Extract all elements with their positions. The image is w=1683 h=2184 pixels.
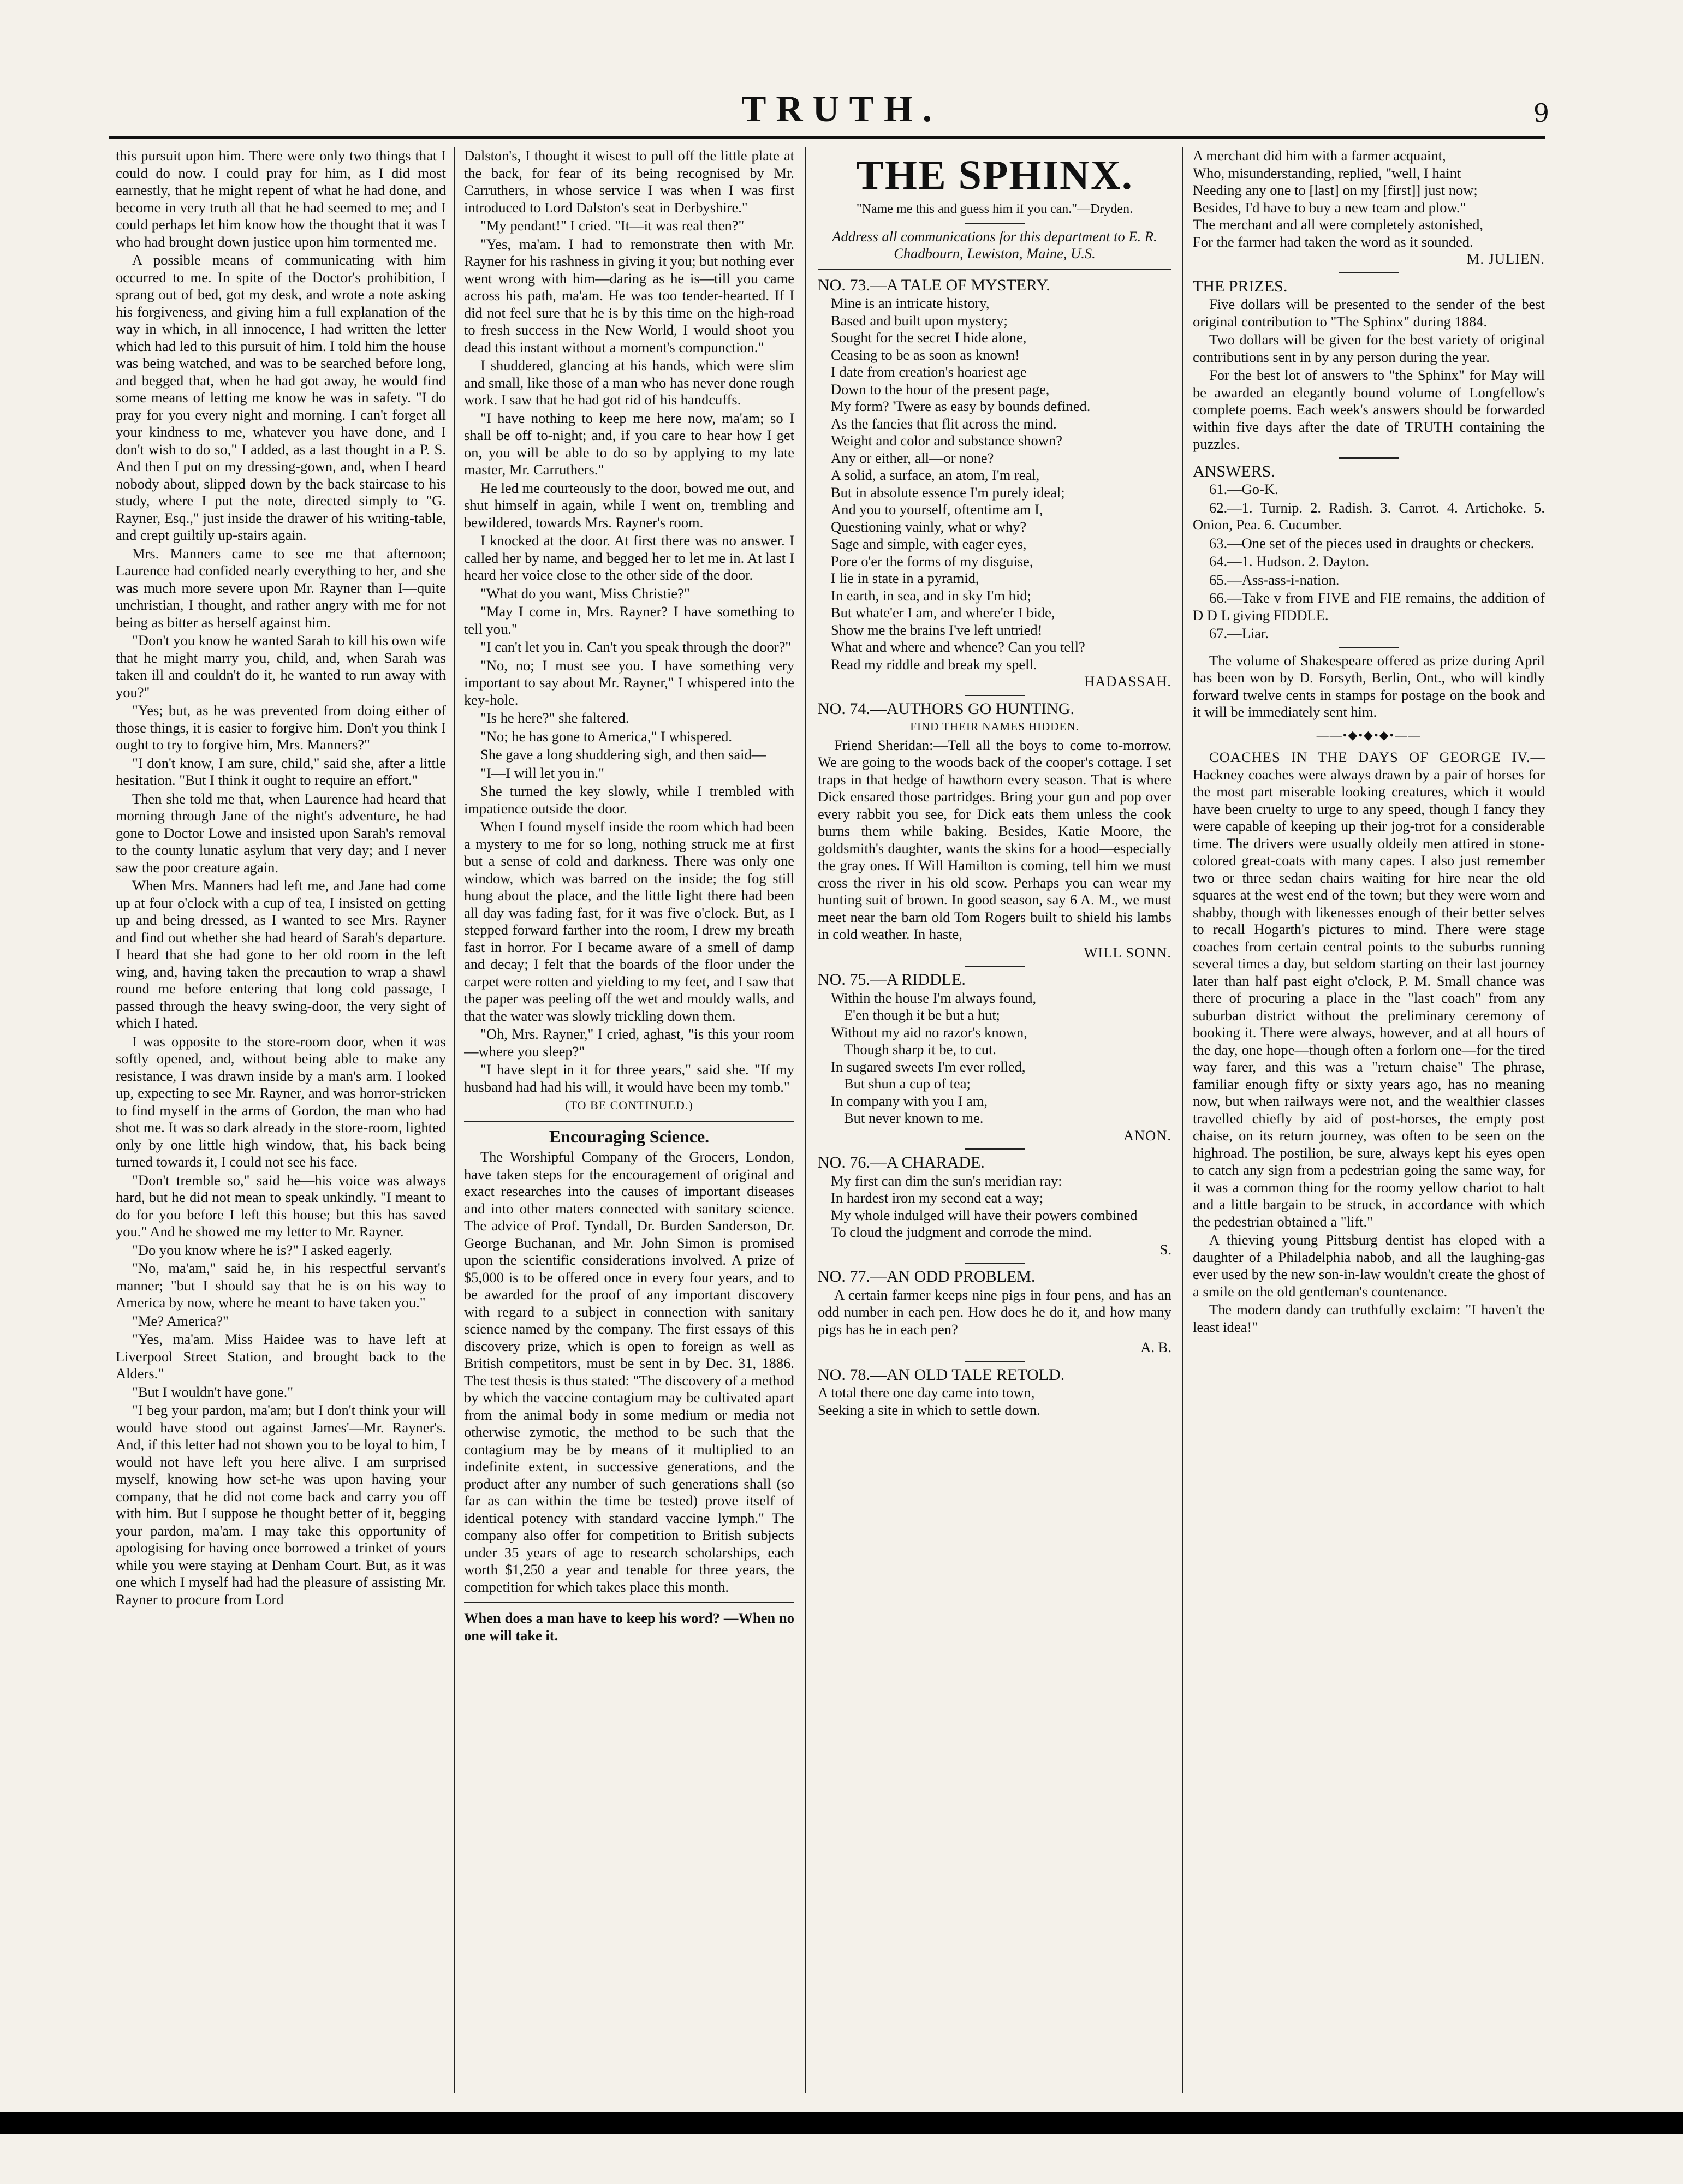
verse-line: A merchant did him with a farmer acquaint,	[1193, 147, 1446, 164]
divider	[1339, 272, 1399, 273]
paragraph: "Don't tremble so," said he—his voice was always hard, but he did not mean to speak unkindly. "I meant to do for you before I left this house; but this has saved you." And he showed me my letter to Mr. Rayner.	[116, 1171, 446, 1240]
column-2	[464, 147, 794, 2091]
verse-line: But shun a cup of tea;	[844, 1075, 971, 1092]
puzzle-author: S.	[1159, 1241, 1171, 1258]
divider	[965, 223, 1025, 224]
puzzle-author: A. B.	[1140, 1339, 1171, 1355]
verse-line: In earth, in sea, and in sky I'm hid;	[831, 587, 1031, 604]
joke: When does a man have to keep his word? —When no one will take it.	[464, 1610, 794, 1644]
paragraph: For the best lot of answers to "the Sphinx" for May will be awarded an elegantly bound volume of Longfellow's complete poems. Each week's answers should be forwarded within five days after the date of TRUTH containing the puzzles.	[1193, 367, 1545, 452]
verse-line: Without my aid no razor's known,	[831, 1023, 1027, 1040]
verse-line: Besides, I'd have to buy a new team and plow."	[1193, 199, 1466, 216]
column-4	[1193, 147, 1545, 2091]
verse-line: In sugared sweets I'm ever rolled,	[831, 1058, 1026, 1075]
paragraph: "I have nothing to keep me here now, ma'am; so I shall be off to-night; and, if you care to hear how I get on, you will be able to do so by applying to my late master, Mr. Carruthers."	[464, 409, 794, 478]
paragraph: Dalston's, I thought it wisest to pull off the little plate at the back, for fear of its being recognised by Mr. Carruthers, in whose service I was when I was first introduced to Lord Dalston's seat in Derbyshire."	[464, 147, 794, 216]
verse-line: My whole indulged will have their powers combined	[831, 1206, 1138, 1223]
divider	[965, 695, 1025, 696]
section-rule	[464, 1602, 794, 1603]
column-1	[116, 147, 446, 2091]
verse-line: Needing any one to [last] on my [first]] just now;	[1193, 182, 1478, 198]
paragraph: Then she told me that, when Laurence had heard that morning through Jane of the night's adventure, he had gone to Doctor Lowe and insisted upon Sarah's removal to the county lunatic asylum that very day; and I never saw the poor creature again.	[116, 790, 446, 876]
verse-line: A solid, a surface, an atom, I'm real,	[831, 467, 1040, 483]
paragraph: Mrs. Manners came to see me that afternoon; Laurence had confided nearly everything to her, and she was much more severe upon Mr. Rayner than I—quite unchristian, I thought, and rather angry with me for not being as bitter as herself against him.	[116, 545, 446, 630]
section-rule	[818, 269, 1171, 270]
paragraph: "No, ma'am," said he, in his respectful servant's manner; "but I should say that he is on his way to America by now, where he meant to have taken you."	[116, 1260, 446, 1311]
paragraph: "Yes, ma'am. I had to remonstrate then with Mr. Rayner for his rashness in giving it you; but nothing ever went wrong with him—daring as he is—till you came across his path, ma'am. He was too tender-hearted. If I did not feel sure that he is by this time on the high-road to fresh success in the New World, I would shoot you dead this instant without a moment's compunction."	[464, 235, 794, 355]
verse-line: Pore o'er the forms of my disguise,	[831, 552, 1033, 569]
verse-line: Based and built upon mystery;	[831, 312, 1008, 329]
column-3	[818, 147, 1171, 2091]
answer-item: 64.—1. Hudson. 2. Dayton.	[1209, 553, 1369, 569]
divider	[965, 1148, 1025, 1150]
puzzle-heading: NO. 74.—AUTHORS GO HUNTING.	[818, 699, 1074, 718]
paragraph: "Oh, Mrs. Rayner," I cried, aghast, "is this your room—where you sleep?"	[464, 1026, 794, 1060]
puzzle-author: HADASSAH.	[1084, 673, 1171, 689]
verse-line: Down to the hour of the present page,	[831, 380, 1050, 397]
paragraph: A certain farmer keeps nine pigs in four pens, and has an odd number in each pen. How does he do it, and how many pigs has he in each pen?	[818, 1286, 1171, 1337]
paragraph: "Don't you know he wanted Sarah to kill his own wife that he might marry you, child, and, when Sarah was taken ill and couldn't do it, he wanted to run away with you?"	[116, 632, 446, 700]
answer-item: 61.—Go-K.	[1209, 481, 1278, 497]
answer-item: 63.—One set of the pieces used in draughts or checkers.	[1209, 534, 1535, 551]
verse-line: What and where and whence? Can you tell?	[831, 639, 1085, 655]
article-text: —Hackney coaches were always drawn by a pair of horses for the most part miserable looking creatures, which it would have been cruelty to urge to any speed, though I fancy they were capable of keeping up their jog-trot for a considerable time. The drivers were usually oldeily men attired in stone-colored great-coats with many capes. I also just remember two or three sedan chairs waiting for hire near the old squares at the west end of the town; but they were worn and shabby, though with likenesses enough of their better selves to recall Hogarth's pictures to mind. There were stage coaches from certain central points to the suburbs running several times a day, but seldom starting on their last journey later than half past eight o'clock, P. M. Small chance was there of procuring a place in the "last coach" from any suburban district without the preliminary ceremony of booking it. There were always, however, and at all hours of the day, one hope—though often a forlorn one—for the tired way farer, and this was a "return chaise" The phrase, familiar enough fifty or sixty years ago, has no meaning now, but when railways were not, and the wealthier classes travelled chiefly by aid of post-horses, the empty post chaise, on its return journey, was often to be seen on the highroad. The postilion, be sure, always kept his eyes open to catch any sign from a pedestrian going the same way, for it was a common thing for the roomy yellow chariot to halt and a little bargain to be struck, in accordance with which the pedestrian obtained a "lift."	[1193, 749, 1545, 1230]
paragraph: "Yes, ma'am. Miss Haidee was to have left at Liverpool Street Station, and brought back to the Alders."	[116, 1331, 446, 1382]
paragraph: The Worshipful Company of the Grocers, London, have taken steps for the encouragement of original and exact researches into the causes of important diseases and into other maters connected with sanitary science. The advice of Prof. Tyndall, Dr. Burden Sanderson, Dr. George Buchanan, and Mr. John Simon is promised upon the scientific considerations involved. A prize of $5,000 is to be offered once in every four years, and to be awarded for the proof of any important discovery with regard to a subject in connection with sanitary science named by the company. The first essays of this discovery prize, which is open to foreign as well as British competitors, must be sent in by Dec. 31, 1886. The test thesis is thus stated: "The discovery of a method by which the vaccine contagium may be cultivated apart from the animal body in some medium or media not otherwise zymotic, the method to be such that the contagium may be by means of it multiplied to an indefinite extent, in successive generations, and the product after any number of such generations shall (so far as can within the time be tested) prove itself of identical potency with standard vaccine lymph." The company also offer for competition to British subjects under 35 years of age to research scholarships, each worth $1,250 a year and tenable for three years, the competition for which takes place this month.	[464, 1148, 794, 1595]
puzzle-author: ANON.	[1123, 1127, 1171, 1144]
puzzle-heading: NO. 78.—AN OLD TALE RETOLD.	[818, 1365, 1065, 1384]
paragraph: "No, no; I must see you. I have something very important to say about Mr. Rayner," I whispered into the key-hole.	[464, 657, 794, 708]
section-rule	[464, 1121, 794, 1122]
verse-line: Sage and simple, with eager eyes,	[831, 535, 1027, 552]
verse-line: Mine is an intricate history,	[831, 295, 990, 311]
verse-line: I lie in state in a pyramid,	[831, 570, 979, 586]
verse-line: But in absolute essence I'm purely ideal;	[831, 484, 1065, 501]
paragraph: "May I come in, Mrs. Rayner? I have something to tell you."	[464, 603, 794, 637]
verse-line: A total there one day came into town,	[818, 1384, 1035, 1401]
paragraph: "But I wouldn't have gone."	[132, 1383, 294, 1400]
puzzle-subheading: FIND THEIR NAMES HIDDEN.	[910, 720, 1079, 733]
verse-line: I date from creation's hoariest age	[831, 364, 1027, 380]
verse-line: The merchant and all were completely astonished,	[1193, 216, 1484, 233]
paragraph: Five dollars will be presented to the sender of the best original contribution to "The Sphinx" during 1884.	[1193, 296, 1545, 330]
puzzle-author: M. JULIEN.	[1466, 251, 1545, 267]
verse-line: E'en though it be but a hut;	[844, 1007, 1000, 1023]
paragraph: "Is he here?" she faltered.	[480, 710, 629, 726]
verse-line: Questioning vainly, what or why?	[831, 518, 1027, 535]
answer-item: 65.—Ass-ass-i-nation.	[1209, 571, 1340, 588]
puzzle-heading: NO. 73.—A TALE OF MYSTERY.	[818, 276, 1050, 294]
to-be-continued: (TO BE CONTINUED.)	[565, 1098, 693, 1112]
article-title: COACHES IN THE DAYS OF GEORGE IV.	[1209, 749, 1531, 765]
paragraph: Friend Sheridan:—Tell all the boys to come to-morrow. We are going to the woods back of the cooper's cottage. I set traps in that hedge of hawthorn every season. That is where Dick ensared those partridges. Bring your gun and pop over every rabbit you see, for Dick eats them unless the cook burns them while baking. Besides, Katie Moore, the goldsmith's daughter, wants the skins for a hood—especially the gray ones. If Will Hamilton is coming, tell him we must cross the river in his old scow. Perhaps you can wear my hunting suit of brown. In good season, say 6 A. M., we must meet near the barn old Tom Rogers built to shield his lambs in cold weather. In haste,	[818, 736, 1171, 942]
paragraph: He led me courteously to the door, bowed me out, and shut himself in again, while I went on, trembling and bewildered, towards Mrs. Rayner's room.	[464, 479, 794, 531]
puzzle-verse	[818, 990, 1171, 1127]
puzzle-verse	[818, 1384, 1171, 1419]
paragraph: When I found myself inside the room which had been a mystery to me for so long, nothing struck me at first but a sense of cold and darkness. There was only one window, which was barred on the inside; the fog still hung about the place, and the little light there had been all day was fading fast, for it was five o'clock. But, as I stepped forward farther into the room, I drew my breath fast in horror. For I became aware of a smell of damp and decay; I felt that the boards of the floor under the carpet were rotten and yielding to my feet, and I saw that the paper was peeling off the wet and mouldy walls, and that the water was slowly trickling down them.	[464, 818, 794, 1024]
paragraph	[1193, 749, 1545, 1230]
bottom-border	[0, 2112, 1683, 2134]
ornament-divider: ——•◆•◆•◆•——	[1316, 728, 1422, 742]
article-heading: Encouraging Science.	[549, 1126, 710, 1146]
verse-line: Though sharp it be, to cut.	[844, 1041, 996, 1057]
answer-item: 67.—Liar.	[1209, 625, 1269, 641]
section-heading: ANSWERS.	[1193, 462, 1275, 480]
puzzle-heading: NO. 76.—A CHARADE.	[818, 1153, 985, 1171]
verse-line: For the farmer had taken the word as it sounded.	[1193, 233, 1473, 250]
verse-line: Who, misunderstanding, replied, "well, I haint	[1193, 164, 1461, 181]
puzzle-verse	[818, 1173, 1171, 1241]
paragraph: The volume of Shakespeare offered as prize during April has been won by D. Forsyth, Berlin, Ont., who will kindly forward twelve cents in stamps for postage on the book and it will be immediately sent him.	[1193, 652, 1545, 720]
column-divider	[1182, 147, 1183, 2093]
divider	[965, 966, 1025, 967]
verse-line: And you to yourself, oftentime am I,	[831, 501, 1043, 517]
paragraph: A thieving young Pittsburg dentist has eloped with a daughter of a Philadelphia nabob, and all the laughing-gas ever used by the new son-in-law wouldn't create the ghost of a smile on the old gentleman's countenance.	[1193, 1231, 1545, 1300]
puzzle-author: WILL SONN.	[1084, 944, 1171, 961]
paragraph: I was opposite to the store-room door, when it was softly opened, and, without being able to make any resistance, I was drawn inside by a man's arm. I looked up, expecting to see Mr. Rayner, and was horror-stricken to find myself in the arms of Gordon, the man who had shot me. It was so dark already in the store-room, lighted only by one little high window, that, his back being turned towards it, I could not see his face.	[116, 1033, 446, 1170]
verse-line: Sought for the secret I hide alone,	[831, 329, 1027, 346]
paragraph: "No; he has gone to America," I whispered.	[480, 728, 732, 745]
paragraph: "My pendant!" I cried. "It—it was real then?"	[480, 217, 745, 234]
paragraph: "I can't let you in. Can't you speak through the door?"	[480, 639, 792, 655]
paragraph: "Me? America?"	[132, 1312, 229, 1329]
sphinx-motto: "Name me this and guess him if you can."—Dryden.	[856, 202, 1133, 216]
header-rule	[109, 136, 1545, 139]
verse-line: Show me the brains I've left untried!	[831, 621, 1043, 638]
divider	[1339, 457, 1399, 459]
verse-line: My form? 'Twere as easy by bounds defined.	[831, 398, 1091, 414]
paragraph: I shuddered, glancing at his hands, which were slim and small, like those of a man who has never done rough work. I saw that he had got rid of his handcuffs.	[464, 357, 794, 408]
puzzle-heading: NO. 77.—AN ODD PROBLEM.	[818, 1267, 1036, 1286]
verse-line: Weight and color and substance shown?	[831, 432, 1062, 449]
verse-line: In hardest iron my second eat a way;	[831, 1189, 1044, 1206]
divider	[1339, 647, 1399, 648]
paragraph: "Yes; but, as he was prevented from doing either of those things, it is easier to forgive him. Don't you think I ought to try to forgive him, Mrs. Manners?"	[116, 702, 446, 753]
verse-line: But never known to me.	[844, 1110, 984, 1126]
sphinx-title: THE SPHINX.	[856, 152, 1133, 198]
puzzle-heading: NO. 75.—A RIDDLE.	[818, 971, 966, 989]
puzzle-verse	[1193, 147, 1545, 251]
paragraph: "Do you know where he is?" I asked eagerly.	[132, 1241, 392, 1258]
paragraph: The modern dandy can truthfully exclaim: "I haven't the least idea!"	[1193, 1301, 1545, 1335]
section-heading: THE PRIZES.	[1193, 277, 1288, 295]
paragraph: "I beg your pardon, ma'am; but I don't think your will would have stood out against James'—Mr. Rayner's. And, if this letter had not shown you to be loyal to him, I would not have left you here alive. I am surprised myself, knowing how set-he was upon having your company, that he did not come back and carry you off with him. But I suppose he thought better of it, begging your pardon, ma'am. I may take this opportunity of apologising for having once borrowed a trinket of yours while you were staying at Denham Court. But, as it was one which I myself had had the pleasure of assisting Mr. Rayner to procure from Lord	[116, 1402, 446, 1608]
column-divider	[454, 147, 455, 2093]
verse-line: To cloud the judgment and corrode the mind.	[831, 1224, 1092, 1240]
paragraph: "I have slept in it for three years," said she. "If my husband had had his will, it would have been my tomb."	[464, 1061, 794, 1095]
paragraph: "What do you want, Miss Christie?"	[480, 585, 690, 602]
verse-line: My first can dim the sun's meridian ray:	[831, 1172, 1062, 1189]
divider	[965, 1263, 1025, 1264]
verse-line: As the fancies that flit across the mind.	[831, 415, 1057, 432]
paragraph: She turned the key slowly, while I trembled with impatience outside the door.	[464, 783, 794, 817]
verse-line: Read my riddle and break my spell.	[831, 656, 1037, 673]
page-number: 9	[1533, 98, 1549, 128]
paragraph: I knocked at the door. At first there was no answer. I called her by name, and begged her to let me in. At last I heard her voice close to the other side of the door.	[464, 532, 794, 583]
paragraph: this pursuit upon him. There were only two things that I could do now. I could pray for him, as I did most earnestly, that he might repent of what he had done, and become in very truth all that he had seemed to me; and I could perhaps let him know how the thought that it was I who had brought down justice upon him tormented me.	[116, 147, 446, 250]
paragraph: A possible means of communicating with him occurred to me. In spite of the Doctor's prohibition, I sprang out of bed, got my desk, and wrote a note asking his forgiveness, and giving him a full explanation of the way in which, in all innocence, I had written the letter which had led to this pursuit of him. I told him the house was being watched, and was to be searched before long, and begged that, when he had got away, he would find some means of letting me know he was in safety. "I do pray for you every night and morning. I can't forget all your kindness to me, whatever you have done, and I don't wish to do so," I added, as a last thought in a P. S. And then I put on my dressing-gown, and, when I heard nobody about, slipped down by the back staircase to his study, where I put the note, directed simply to "G. Rayner, Esq.," just inside the drawer of his writing-table, and crept guiltily up-stairs again.	[116, 252, 446, 543]
paragraph: Two dollars will be given for the best variety of original contributions sent in by any person during the year.	[1193, 331, 1545, 365]
verse-line: In company with you I am,	[831, 1092, 988, 1109]
paragraph: She gave a long shuddering sigh, and then said—	[480, 746, 766, 763]
verse-line: But whate'er I am, and where'er I bide,	[831, 604, 1055, 621]
paragraph: When Mrs. Manners had left me, and Jane had come up at four o'clock with a cup of tea, I insisted on getting up and being dressed, as I wanted to see Mrs. Rayner and find out whether she had heard of Sarah's departure. I heard that she had gone to her old room in the left wing, and, having taken the precaution to wrap a shawl round me before entering that long cold passage, I passed through the heavy swing-door, the very sight of which I hated.	[116, 877, 446, 1031]
verse-line: Any or either, all—or none?	[831, 449, 994, 466]
sphinx-address: Address all communications for this department to E. R. Chadbourn, Lewiston, Maine, U.S.	[832, 228, 1157, 261]
puzzle-verse	[818, 295, 1171, 673]
verse-line: Ceasing to be as soon as known!	[831, 346, 1020, 363]
verse-line: Seeking a site in which to settle down.	[818, 1401, 1040, 1418]
answer-item: 66.—Take v from FIVE and FIE remains, the addition of D D L giving FIDDLE.	[1193, 590, 1545, 623]
divider	[965, 1361, 1025, 1362]
verse-line: Within the house I'm always found,	[831, 989, 1037, 1006]
column-divider	[805, 147, 806, 2093]
masthead-title: TRUTH.	[741, 88, 942, 129]
paragraph: "I don't know, I am sure, child," said she, after a little hesitation. "But I think it ought to require an effort."	[116, 754, 446, 788]
paragraph: "I—I will let you in."	[480, 764, 604, 781]
answer-item: 62.—1. Turnip. 2. Radish. 3. Carrot. 4. Artichoke. 5. Onion, Pea. 6. Cucumber.	[1193, 499, 1545, 533]
